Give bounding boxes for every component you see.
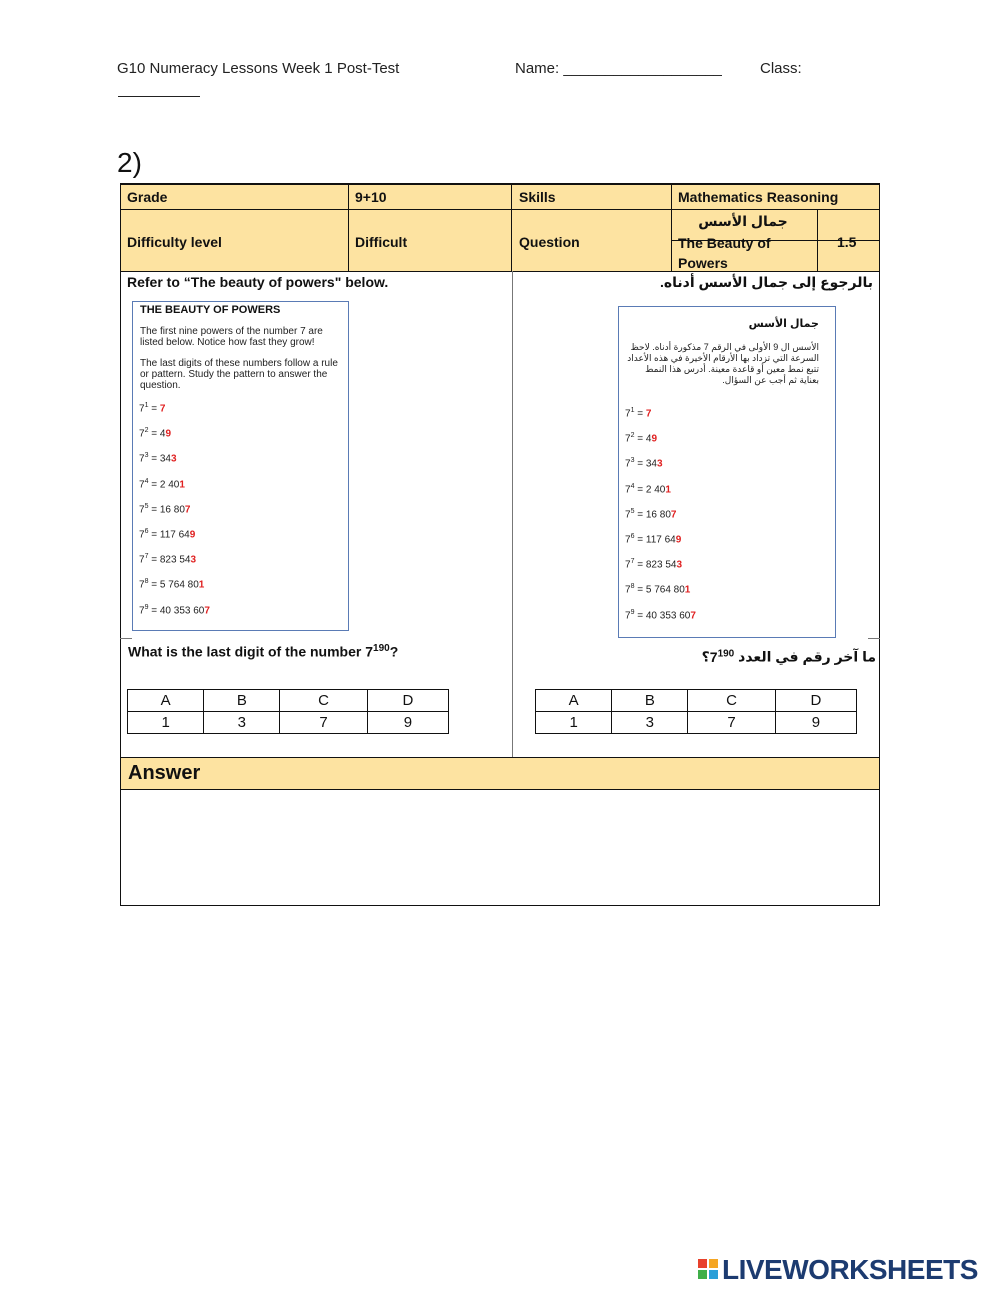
- power-exponent: 6: [630, 533, 635, 540]
- power-value: =: [637, 408, 646, 420]
- power-value: =: [151, 403, 160, 415]
- rule: [120, 209, 880, 210]
- power-value: = 16 80: [637, 509, 671, 521]
- difficulty-label: Difficulty level: [127, 234, 222, 250]
- power-base: 7: [625, 408, 631, 420]
- power-row: [139, 528, 195, 540]
- rule: [671, 183, 672, 271]
- power-value: = 16 80: [151, 504, 185, 516]
- power-last-digit: 9: [675, 534, 682, 546]
- choice-letter-d: D: [775, 690, 856, 712]
- grade-value: 9+10: [355, 189, 387, 205]
- name-field-label: Name: ___________________: [515, 60, 722, 77]
- question-base-arabic: 7: [709, 648, 718, 665]
- choice-value-b[interactable]: 3: [204, 712, 280, 734]
- rule: [120, 905, 880, 906]
- power-last-digit: 7: [184, 504, 191, 516]
- power-last-digit: 7: [670, 509, 677, 521]
- power-value: = 5 764 80: [637, 584, 685, 596]
- power-value: = 34: [151, 453, 171, 465]
- choices-table-left: [127, 689, 449, 734]
- power-row: [625, 583, 690, 595]
- power-exponent: 8: [630, 583, 635, 591]
- logo-square: [709, 1259, 718, 1268]
- logo-square: [698, 1270, 707, 1279]
- refer-text: Refer to “The beauty of powers" below.: [127, 274, 389, 290]
- choice-value-d[interactable]: 9: [367, 712, 448, 734]
- difficulty-value: Difficult: [355, 234, 408, 250]
- power-last-digit: 3: [676, 559, 683, 571]
- power-exponent: 3: [144, 452, 149, 460]
- power-last-digit: 9: [189, 529, 196, 541]
- choices-table-right: [535, 689, 857, 734]
- power-last-digit: 7: [645, 408, 652, 420]
- power-exponent: 5: [144, 502, 149, 510]
- power-last-digit: 1: [179, 478, 185, 490]
- choice-letter-b: B: [612, 690, 688, 712]
- power-value: = 5 764 80: [151, 579, 199, 591]
- power-last-digit: 7: [159, 403, 166, 415]
- question-number: 2): [117, 147, 142, 178]
- worksheet-title: G10 Numeracy Lessons Week 1 Post-Test: [117, 60, 400, 77]
- power-base: 7: [139, 428, 145, 440]
- power-value: = 117 64: [637, 534, 676, 546]
- power-value: = 823 54: [151, 554, 191, 566]
- power-exponent: 6: [144, 528, 149, 535]
- question-exponent: 190: [373, 643, 390, 654]
- power-base: 7: [625, 584, 631, 596]
- class-field-label: Class:: [760, 60, 802, 77]
- power-exponent: 7: [630, 558, 635, 566]
- power-exponent: 5: [630, 507, 635, 515]
- power-base: 7: [139, 579, 145, 591]
- power-exponent: 4: [630, 482, 635, 490]
- question-power-arabic: [710, 649, 734, 665]
- power-row: [139, 478, 185, 490]
- power-exponent: 2: [630, 432, 635, 440]
- power-value: = 40 353 60: [151, 604, 205, 616]
- power-value: = 4: [151, 428, 166, 440]
- power-last-digit: 9: [165, 428, 171, 440]
- choice-values-row: [128, 712, 449, 734]
- power-base: 7: [139, 529, 145, 541]
- question-text-arabic: [520, 648, 876, 666]
- choice-letters-row: [128, 690, 449, 712]
- choice-letter-c: C: [688, 690, 775, 712]
- question-label: Question: [519, 234, 580, 250]
- power-exponent: 7: [144, 553, 149, 561]
- answer-area[interactable]: [121, 790, 879, 905]
- box-title: THE BEAUTY OF POWERS: [140, 304, 281, 316]
- power-row: [625, 432, 657, 444]
- box-title-arabic: جمال الأسس: [748, 318, 819, 330]
- grade-label: Grade: [127, 189, 168, 205]
- question-text-arabic-main: ما آخر رقم في العدد: [738, 648, 876, 665]
- power-base: 7: [625, 559, 631, 571]
- power-last-digit: 7: [204, 604, 210, 616]
- power-exponent: 3: [630, 457, 635, 465]
- power-exponent: 9: [630, 608, 635, 616]
- power-base: 7: [139, 504, 145, 516]
- question-title-arabic: جمال الأسس: [698, 213, 788, 229]
- power-base: 7: [625, 483, 631, 495]
- power-last-digit: 9: [651, 433, 657, 445]
- box-paragraph-2: The last digits of these numbers follow a rule or pattern. Study the pattern to answer the question.: [140, 358, 338, 391]
- power-row: [625, 483, 671, 495]
- logo-square: [698, 1259, 707, 1268]
- rule: [879, 183, 880, 906]
- power-exponent: 1: [144, 402, 149, 409]
- power-row: [625, 508, 676, 520]
- beauty-of-powers-box-arabic: [618, 306, 836, 638]
- power-row: [139, 402, 165, 414]
- question-number-value: 1.5: [837, 234, 857, 250]
- power-row: [625, 407, 651, 419]
- power-base: 7: [625, 609, 631, 621]
- power-value: = 2 40: [637, 483, 666, 495]
- power-base: 7: [139, 554, 145, 566]
- column-divider: [512, 271, 513, 757]
- power-value: = 4: [637, 433, 652, 445]
- power-base: 7: [139, 604, 145, 616]
- choice-letter-c: C: [280, 690, 367, 712]
- answer-heading: Answer: [128, 762, 201, 784]
- power-last-digit: 1: [198, 579, 205, 591]
- power-value: = 2 40: [151, 478, 180, 490]
- power-row: [139, 553, 196, 565]
- box-paragraph-arabic: الأسس ال 9 الأولى في الرقم 7 مذكورة أدناه. لاحظ السرعة التي تزداد بها الأرقام الأخيرة في هذه الأعداد تتبع نمط معين أو قاعدة معينة. أدرس هذا النمط بعناية ثم أجب عن السؤال.: [627, 342, 819, 385]
- power-base: 7: [139, 478, 145, 490]
- question-card: [120, 183, 880, 906]
- skills-value: Mathematics Reasoning: [678, 189, 839, 205]
- power-row: [139, 578, 204, 590]
- power-value: = 40 353 60: [637, 609, 691, 621]
- choice-value-a[interactable]: 1: [536, 712, 612, 734]
- power-exponent: 8: [144, 578, 149, 586]
- power-base: 7: [139, 453, 145, 465]
- power-row: [625, 609, 696, 621]
- power-exponent: 9: [144, 603, 149, 611]
- brand-name: LIVEWORKSHEETS: [722, 1254, 978, 1285]
- power-last-digit: 1: [665, 483, 671, 495]
- choice-values-row: [536, 712, 857, 734]
- rule: [868, 638, 880, 639]
- rule: [120, 757, 880, 758]
- beauty-of-powers-box: [132, 301, 349, 631]
- choice-value-a[interactable]: 1: [128, 712, 204, 734]
- question-text: [128, 643, 398, 660]
- choice-value-d[interactable]: 9: [775, 712, 856, 734]
- power-row: [625, 533, 681, 545]
- power-base: 7: [625, 458, 631, 470]
- answer-bar-background: [120, 757, 880, 789]
- power-row: [139, 503, 190, 515]
- question-title-english: The Beauty of Powers: [678, 235, 771, 271]
- choice-letter-a: A: [128, 690, 204, 712]
- power-base: 7: [139, 403, 145, 415]
- power-exponent: 2: [144, 427, 149, 435]
- rule: [120, 183, 880, 185]
- power-row: [139, 452, 177, 464]
- choice-letters-row: [536, 690, 857, 712]
- question-exponent-arabic: 190: [717, 648, 735, 659]
- class-blank-line: [118, 96, 200, 97]
- power-last-digit: 3: [171, 453, 177, 465]
- power-value: = 823 54: [637, 559, 677, 571]
- choice-letter-b: B: [204, 690, 280, 712]
- choice-value-b[interactable]: 3: [612, 712, 688, 734]
- rule: [817, 209, 818, 271]
- power-row: [139, 604, 210, 616]
- power-value: = 34: [637, 458, 657, 470]
- choice-value-c[interactable]: 7: [280, 712, 367, 734]
- choice-letter-d: D: [367, 690, 448, 712]
- power-exponent: 1: [630, 407, 635, 414]
- power-exponent: 4: [144, 477, 149, 485]
- power-base: 7: [625, 433, 631, 445]
- refer-text-arabic: بالرجوع إلى جمال الأسس أدناه.: [659, 274, 873, 290]
- power-last-digit: 3: [657, 458, 663, 470]
- skills-label: Skills: [519, 189, 556, 205]
- choice-letter-a: A: [536, 690, 612, 712]
- power-row: [625, 457, 663, 469]
- power-base: 7: [625, 534, 631, 546]
- power-base: 7: [625, 509, 631, 521]
- rule: [348, 183, 349, 271]
- question-mark-arabic: ؟: [701, 648, 710, 665]
- box-paragraph-1: The first nine powers of the number 7 are listed below. Notice how fast they grow!: [140, 326, 323, 348]
- power-row: [139, 427, 171, 439]
- power-last-digit: 7: [690, 609, 696, 621]
- choice-value-c[interactable]: 7: [688, 712, 775, 734]
- rule: [120, 638, 132, 639]
- power-row: [625, 558, 682, 570]
- logo-square: [709, 1270, 718, 1279]
- question-mark: ?: [389, 643, 399, 660]
- rule: [511, 183, 512, 271]
- power-value: = 117 64: [151, 529, 190, 541]
- power-last-digit: 1: [684, 584, 691, 596]
- power-last-digit: 3: [190, 554, 197, 566]
- question-text-main: What is the last digit of the number 7: [128, 643, 374, 660]
